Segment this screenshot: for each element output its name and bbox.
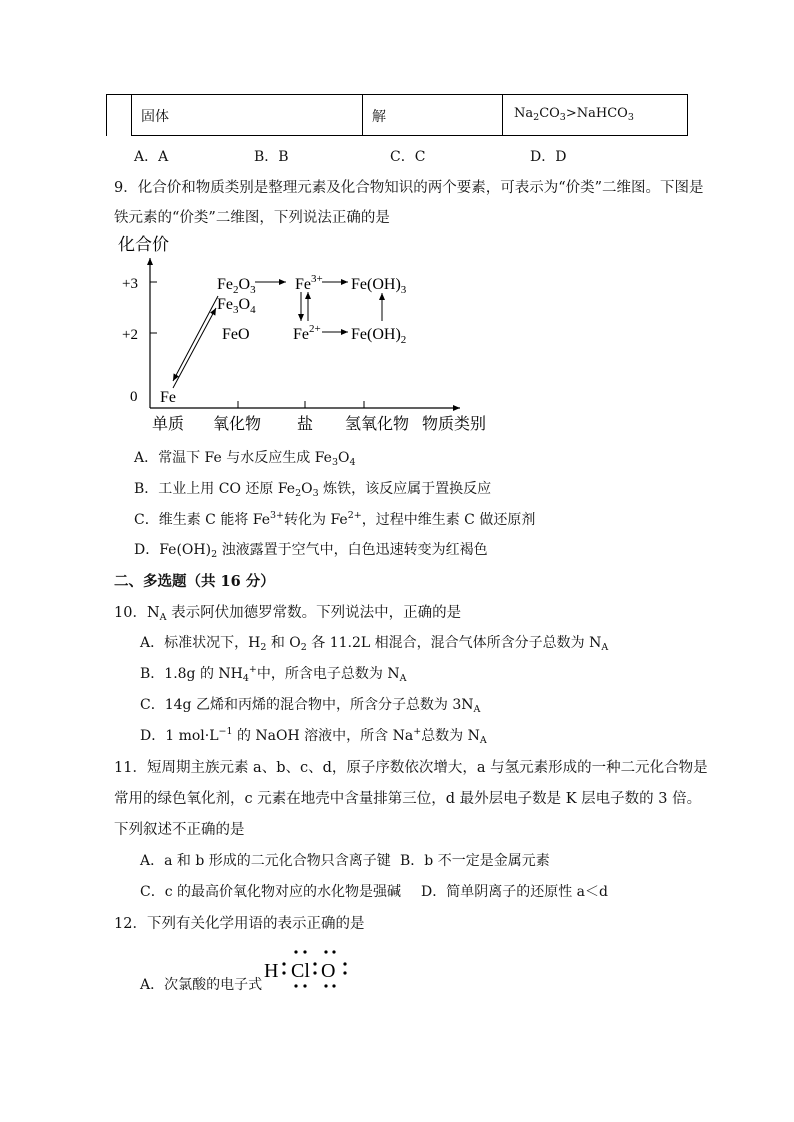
q12-stem: 12．下列有关化学用语的表示正确的是 <box>114 916 365 932</box>
q10-stem: 10．$N_A$ 表示阿伏加德罗常数。下列说法中，正确的是 <box>114 605 462 623</box>
species-fe2-ion: $Fe^{2+}$ <box>293 323 321 343</box>
q12-option-a-label: A．次氯酸的电子式 <box>140 977 263 993</box>
valence-class-diagram <box>110 230 500 440</box>
q9-option-c: C．维生素 C 能将 $Fe^{3+}$转化为 $Fe^{2+}$，过程中维生素 C 做还原剂 <box>134 510 536 528</box>
x-tick-element: 单质 <box>152 416 185 433</box>
y-tick-plus2: +2 <box>122 327 138 343</box>
species-feoh3: $Fe(OH)_3$ <box>351 276 407 296</box>
q10-option-d: D．1 $mol\cdot L^{-1}$ 的 NaOH 溶液中，所含 Na+总数为 $N_A$ <box>140 726 487 746</box>
y-axis-title: 化合价 <box>118 235 169 254</box>
arrow-fe2o3-to-fe <box>173 296 218 381</box>
x-tick-oxide: 氧化物 <box>213 416 262 433</box>
q9-stem-line2: 铁元素的“价类”二维图，下列说法正确的是 <box>114 210 390 226</box>
q10-option-c: C．14g 乙烯和丙烯的混合物中，所含分子总数为 $3N_A$ <box>140 697 481 715</box>
q8-option-a: A．A <box>134 149 169 165</box>
q9-option-a: A．常温下 Fe 与水反应生成 $Fe_3O_4$ <box>134 450 356 468</box>
q9-option-b: B．工业上用 CO 还原 $Fe_2O_3$ 炼铁，该反应属于置换反应 <box>134 481 492 499</box>
q11-option-c: C．c 的最高价氧化物对应的水化物是强碱 <box>140 884 402 900</box>
q11-stem-line3: 下列叙述不正确的是 <box>114 822 245 838</box>
q11-stem-line1: 11．短周期主族元素 a、b、c、d，原子序数依次增大，a 与氢元素形成的一种二元化合物是 <box>114 760 708 776</box>
atom-o: O <box>321 960 336 982</box>
x-tick-salt: 盐 <box>297 416 314 433</box>
q10-option-a: A．标准状况下，$H_2$ 和 $O_2$ 各 11.2L 相混合，混合气体所含分子总数为 $N_A$ <box>140 635 609 653</box>
species-fe: Fe <box>160 389 176 406</box>
q9-stem-line1: 9．化合价和物质类别是整理元素及化合物知识的两个要素，可表示为“价类”二维图。下图是 <box>114 180 704 196</box>
answer-table-row <box>106 94 688 136</box>
atom-h: H <box>264 960 279 982</box>
arrow-fe-to-fe3o4 <box>173 308 216 388</box>
x-tick-hydroxide: 氢氧化物 <box>345 416 410 433</box>
table-cell-substance: 固体 <box>141 109 169 125</box>
species-fe3o4: $Fe_3O_4$ <box>217 296 256 316</box>
q11-stem-line2: 常用的绿色氧化剂，c 元素在地壳中含量排第三位，d 最外层电子数是 K 层电子数的 3 倍。 <box>114 791 702 807</box>
hypochlorous-acid-electron-formula <box>262 946 358 994</box>
q11-option-b: B．b 不一定是金属元素 <box>400 853 550 869</box>
y-tick-zero: 0 <box>130 389 138 405</box>
q11-option-d: D．简单阴离子的还原性 a＜d <box>421 884 608 900</box>
table-cell-comparison: $Na_2CO_3>NaHCO_3$ <box>514 106 634 123</box>
y-tick-plus3: +3 <box>122 276 138 292</box>
q8-option-d: D．D <box>530 149 567 165</box>
table-cell-judgement: 解 <box>372 109 386 125</box>
species-feoh2: $Fe(OH)_2$ <box>351 326 407 346</box>
atom-cl: Cl <box>291 960 310 982</box>
section-title: 二、多选题（共 16 分） <box>114 573 275 590</box>
species-fe2o3: $Fe_2O_3$ <box>217 276 256 296</box>
species-fe3-ion: $Fe^{3+}$ <box>295 273 323 293</box>
x-axis-title: 物质类别 <box>422 416 487 433</box>
q10-option-b: B．1.8g 的 $NH_4^+$中，所含电子总数为 $N_A$ <box>140 664 407 684</box>
q8-option-b: B．B <box>254 149 289 165</box>
q11-option-a: A．a 和 b 形成的二元化合物只含离子键 <box>140 853 391 869</box>
species-feo: FeO <box>222 326 250 343</box>
q8-option-c: C．C <box>390 149 426 165</box>
q9-option-d: D．$Fe(OH)_2$ 浊液露置于空气中，白色迅速转变为红褐色 <box>134 542 488 560</box>
